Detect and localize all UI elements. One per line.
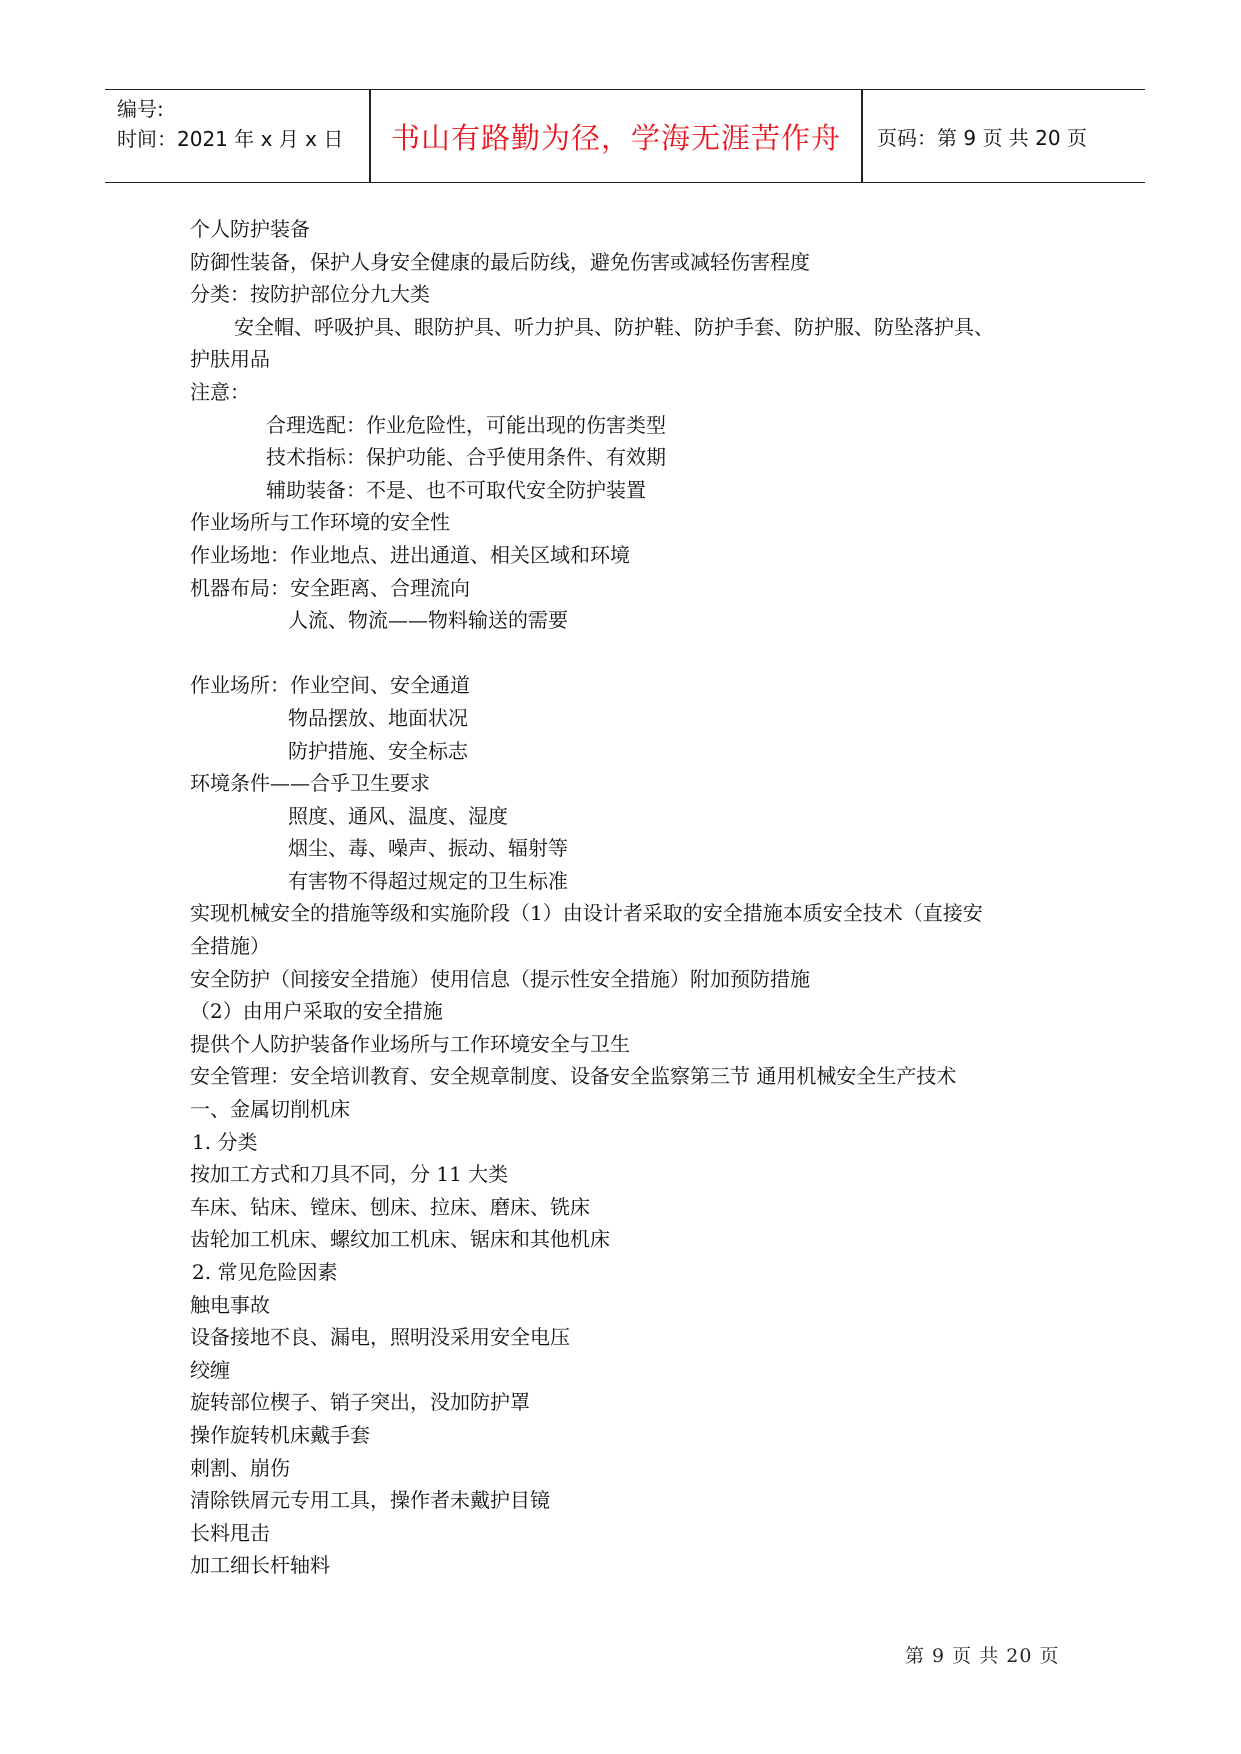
text-line: 设备接地不良、漏电，照明没采用安全电压 — [190, 1325, 570, 1350]
section-heading: 个人防护装备 — [190, 217, 310, 241]
text-line: 绞缠 — [190, 1357, 230, 1382]
text-line: 护肤用品 — [190, 347, 270, 372]
section-heading: 作业场所与工作环境的安全性 — [190, 510, 450, 535]
header-motto: 书山有路勤为径，学海无涯苦作舟 — [390, 121, 841, 155]
text-line: 人流、物流——物料输送的需要 — [288, 608, 568, 633]
blank-line — [190, 637, 1070, 670]
text-line: （2）由用户采取的安全措施 — [190, 999, 443, 1024]
text-line: 分类：按防护部位分九大类 — [190, 282, 430, 307]
page-footer: 第 9 页 共 20 页 — [905, 1645, 1060, 1667]
subsection-heading: 1. 分类 — [192, 1129, 258, 1154]
page-header — [105, 89, 1145, 183]
document-number-label: 编号: — [117, 97, 164, 121]
text-line: 全措施） — [190, 934, 270, 959]
text-line: 长料甩击 — [190, 1520, 270, 1545]
text-line: 技术指标：保护功能、合乎使用条件、有效期 — [266, 445, 666, 470]
text-line: 烟尘、毒、噪声、振动、辐射等 — [288, 836, 568, 861]
text-line: 机器布局：安全距离、合理流向 — [190, 575, 470, 600]
document-time-label: 时间：2021 年 x 月 x 日 — [117, 127, 344, 151]
text-line: 提供个人防护装备作业场所与工作环境安全与卫生 — [190, 1031, 630, 1056]
text-line: 有害物不得超过规定的卫生标准 — [288, 868, 568, 893]
text-line: 旋转部位楔子、销子突出，没加防护罩 — [190, 1390, 530, 1415]
text-line: 注意： — [190, 379, 250, 404]
text-line: 齿轮加工机床、螺纹加工机床、锯床和其他机床 — [190, 1227, 610, 1252]
text-line: 加工细长杆轴料 — [190, 1553, 330, 1578]
text-line: 物品摆放、地面状况 — [288, 705, 468, 730]
text-line: 辅助装备：不是、也不可取代安全防护装置 — [266, 477, 646, 502]
text-line: 防护措施、安全标志 — [288, 738, 468, 763]
text-line: 环境条件——合乎卫生要求 — [190, 771, 430, 796]
header-meta — [117, 94, 343, 154]
text-line: 安全防护（间接安全措施）使用信息（提示性安全措施）附加预防措施 — [190, 966, 810, 991]
header-page-number: 页码：第 9 页 共 20 页 — [877, 126, 1087, 150]
text-line: 防御性装备，保护人身安全健康的最后防线，避免伤害或减轻伤害程度 — [190, 249, 810, 274]
text-line: 实现机械安全的措施等级和实施阶段（1）由设计者采取的安全措施本质安全技术（直接安 — [190, 901, 983, 926]
header-divider — [861, 90, 863, 182]
text-line: 刺割、崩伤 — [190, 1455, 290, 1480]
text-line: 照度、通风、温度、湿度 — [288, 803, 508, 828]
section-heading: 一、金属切削机床 — [190, 1097, 350, 1122]
text-line: 触电事故 — [190, 1292, 270, 1317]
text-line: 作业场地：作业地点、进出通道、相关区域和环境 — [190, 542, 630, 567]
text-line: 清除铁屑元专用工具，操作者未戴护目镜 — [190, 1488, 550, 1513]
subsection-heading: 2. 常见危险因素 — [192, 1260, 338, 1284]
text-line: 车床、钻床、镗床、刨床、拉床、磨床、铣床 — [190, 1194, 590, 1219]
text-line: 合理选配：作业危险性，可能出现的伤害类型 — [266, 412, 666, 437]
text-line: 安全管理：安全培训教育、安全规章制度、设备安全监察第三节 通用机械安全生产技术 — [190, 1064, 957, 1089]
text-line: 操作旋转机床戴手套 — [190, 1422, 370, 1447]
text-line: 按加工方式和刀具不同，分 11 大类 — [190, 1162, 509, 1187]
text-line: 安全帽、呼吸护具、眼防护具、听力护具、防护鞋、防护手套、防护服、防坠落护具、 — [234, 314, 994, 339]
text-line: 作业场所：作业空间、安全通道 — [190, 673, 470, 698]
document-body — [190, 213, 1070, 1582]
